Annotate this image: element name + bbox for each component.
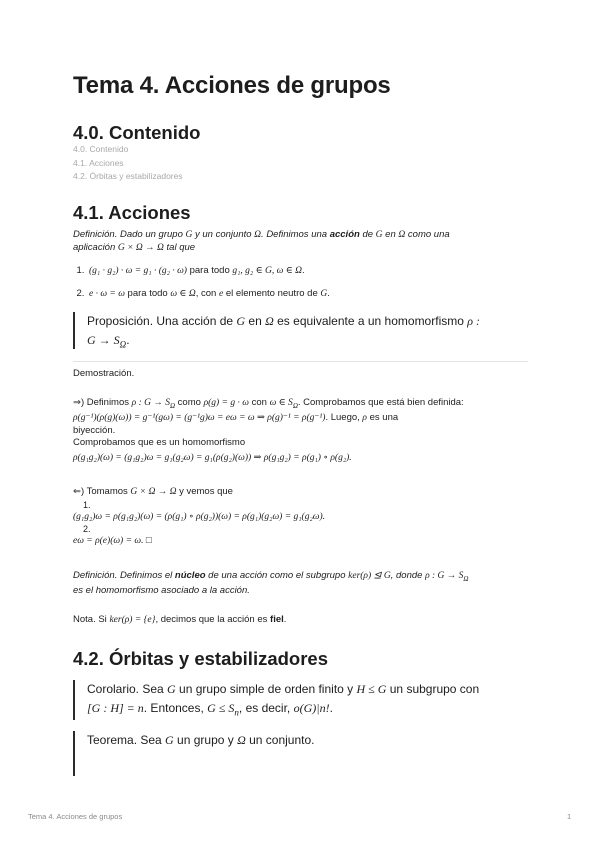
text: aplicación — [73, 241, 118, 253]
text: . Definimos una — [261, 229, 330, 240]
math: Ω — [254, 230, 262, 240]
definition-kernel — [73, 570, 533, 598]
table-of-contents — [73, 143, 183, 184]
text: como — [175, 397, 204, 408]
text: tal que — [163, 241, 196, 253]
text: con — [248, 397, 270, 408]
math: o(G)|n! — [293, 701, 330, 715]
math: ker(ρ) = {e} — [109, 615, 156, 625]
math: ρ(g₁g₂)(ω) = (g₁g₂)ω = g₁(g₂ω) = g₁(ρ(g₂)(ω)) ⇒ ρ(g₁g₂) = ρ(g₁) ∘ ρ(g₂). — [73, 452, 352, 463]
list-number: 1. — [83, 499, 91, 510]
math: ρ : G → S — [425, 571, 464, 581]
text: Dado un grupo — [117, 229, 186, 240]
definition-label: Definición. — [73, 229, 118, 240]
text: en — [382, 229, 399, 240]
math: ρ(g) = g · ω — [203, 398, 249, 408]
toc-item[interactable]: 4.1. Acciones — [73, 157, 124, 168]
text: , es decir, — [238, 701, 294, 715]
demonstration-backward — [73, 486, 533, 548]
text: . — [283, 614, 287, 625]
text: . — [126, 333, 130, 347]
text: . Entonces, — [143, 701, 208, 715]
text: Teorema. Sea — [87, 733, 166, 747]
text: un conjunto. — [245, 733, 315, 747]
demonstration-title: Demostración. — [73, 368, 135, 379]
text: . Comprobamos que está bien definida: — [297, 397, 464, 408]
math: g₁, g₂ ∈ G, ω ∈ Ω — [232, 266, 302, 276]
math: ω ∈ S — [269, 398, 293, 408]
text: un grupo y — [173, 733, 238, 747]
note — [73, 614, 286, 627]
math: G × Ω → Ω — [130, 487, 177, 497]
theorem-callout — [73, 731, 315, 776]
bold-term: acción — [329, 229, 360, 240]
footer-page-number: 1 — [567, 812, 572, 821]
text: ⇐) Tomamos — [73, 486, 131, 497]
definition-action — [73, 229, 528, 254]
page-title: Tema 4. Acciones de grupos — [73, 72, 391, 99]
text: un grupo simple de orden finito y — [175, 682, 357, 696]
section-heading-orbitas: 4.2. Órbitas y estabilizadores — [73, 648, 328, 669]
section-heading-acciones: 4.1. Acciones — [73, 202, 191, 223]
text: en — [245, 314, 266, 328]
text: es el homomorfismo asociado a la acción. — [73, 585, 250, 597]
math: ker(ρ) ⊴ G — [348, 571, 391, 581]
text: Definimos el — [117, 570, 175, 581]
math-subscript: Ω — [463, 574, 469, 583]
text: para todo — [186, 265, 233, 276]
section-heading-contenido: 4.0. Contenido — [73, 122, 201, 143]
math: (g₁ · g₂) · ω = g₁ · (g₂ · ω) — [89, 266, 187, 276]
text: es una — [366, 412, 399, 424]
text: . Luego, — [325, 412, 363, 424]
proposition-callout — [73, 312, 480, 349]
math: H ≤ G — [356, 682, 387, 696]
footer-title: Tema 4. Acciones de grupos — [28, 812, 123, 821]
text: , donde — [390, 570, 426, 581]
toc-item[interactable]: 4.2. Órbitas y estabilizadores — [73, 171, 183, 181]
math: G — [167, 682, 176, 696]
bold-term: fiel — [270, 614, 284, 625]
bold-term: núcleo — [174, 570, 206, 581]
math: e · ω = ω — [89, 289, 125, 299]
math: e — [218, 289, 224, 299]
math-subscript: Ω — [292, 401, 298, 410]
text: Comprobamos que es un homomorfismo — [73, 437, 246, 449]
divider — [73, 361, 528, 362]
list-item — [87, 264, 330, 287]
text: Nota. Si — [73, 614, 110, 625]
toc-item[interactable]: 4.0. Contenido — [73, 144, 129, 154]
math: ρ — [362, 413, 367, 424]
corollary-callout — [73, 680, 479, 720]
text: para todo — [124, 288, 171, 299]
math: G — [165, 733, 174, 747]
text: de una acción como el subgrupo — [205, 570, 349, 581]
demonstration-forward — [73, 397, 533, 464]
math: G × Ω → Ω — [117, 242, 164, 253]
definition-label: Definición. — [73, 570, 118, 581]
math: ρ : G → S — [131, 398, 170, 408]
math: ρ(g⁻¹)(ρ(g)(ω)) = g⁻¹(gω) = (g⁻¹g)ω = eω = ω ⇒ ρ(g)⁻¹ = ρ(g⁻¹) — [73, 413, 326, 424]
text: y un conjunto — [192, 229, 255, 240]
text: Proposición. Una acción de — [87, 314, 237, 328]
text: el elemento neutro de — [223, 288, 321, 299]
math: Ω — [398, 230, 406, 240]
math: ρ : — [467, 314, 480, 328]
math: G — [236, 314, 246, 328]
action-properties-list — [73, 264, 330, 310]
math: G — [320, 289, 328, 299]
text: . — [329, 701, 333, 715]
list-item — [87, 287, 330, 310]
math: Ω — [237, 733, 246, 747]
math: G → S — [87, 333, 120, 347]
text: . — [327, 288, 330, 299]
math: (g₁g₂)ω = ρ(g₁g₂)(ω) = (ρ(g₁) ∘ ρ(g₂))(ω) = ρ(g₁)(g₂ω) = g₁(g₂ω). — [73, 511, 326, 522]
math: ω ∈ Ω — [170, 289, 196, 299]
math: G — [375, 230, 383, 240]
math-subscript: Ω — [119, 339, 127, 350]
math: [G : H] = n — [87, 701, 144, 715]
text: Corolario. Sea — [87, 682, 168, 696]
text: y vemos que — [176, 486, 233, 497]
math: G ≤ S — [207, 701, 235, 715]
text: como una — [405, 229, 450, 240]
math: G — [185, 230, 193, 240]
text: , con — [195, 288, 219, 299]
text: ⇒) Definimos — [73, 397, 132, 408]
math-subscript: Ω — [169, 401, 176, 410]
math: eω = ρ(e)(ω) = ω. □ — [73, 536, 152, 546]
text: es equivalente a un homomorfismo — [273, 314, 468, 328]
math-subscript: n — [234, 707, 239, 718]
math: Ω — [265, 314, 274, 328]
text: un subgrupo con — [386, 682, 480, 696]
text: de — [359, 229, 376, 240]
list-number: 2. — [83, 524, 91, 534]
text: biyección. — [73, 424, 116, 436]
text: , decimos que la acción es — [155, 614, 271, 625]
text: . — [301, 265, 305, 276]
